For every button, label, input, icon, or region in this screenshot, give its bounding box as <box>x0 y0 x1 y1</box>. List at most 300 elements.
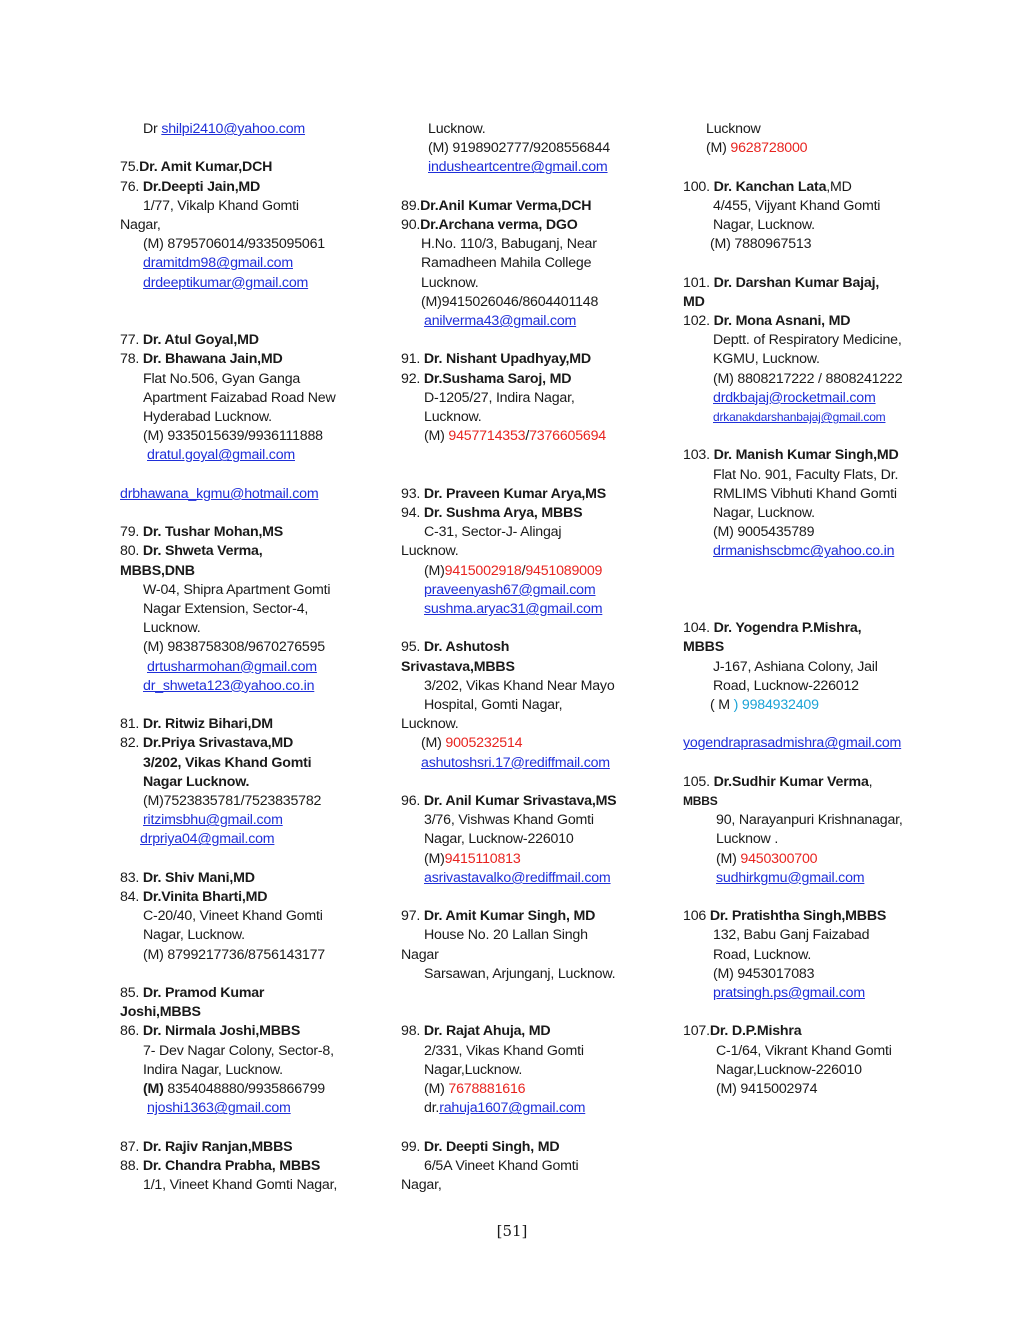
phone-number: ) 9984932409 <box>733 697 819 714</box>
entry-text: (M) 9838758308/9670276595 <box>143 639 325 656</box>
entry-line <box>683 504 953 523</box>
entry-heading-line <box>120 178 390 197</box>
entry-line <box>401 715 671 734</box>
entry-line <box>401 158 671 177</box>
entry-line <box>683 926 953 945</box>
email-link[interactable]: njoshi1363@gmail.com <box>147 1100 291 1117</box>
entry-line <box>683 408 953 427</box>
email-link[interactable]: drdeeptikumar@gmail.com <box>143 274 309 291</box>
email-link[interactable]: praveenyash67@gmail.com <box>424 581 596 598</box>
entry-line <box>683 658 953 677</box>
entry-line <box>401 542 671 561</box>
entry-text: (M) <box>424 850 445 867</box>
entry-line <box>401 869 671 888</box>
entry-text: (M) 7880967513 <box>710 236 812 253</box>
doctor-name: Dr. Sushma Arya, MBBS <box>423 505 583 522</box>
entry-text: Hospital, Gomti Nagar, <box>424 697 563 714</box>
entry-text: 6/5A Vineet Khand Gomti <box>424 1157 579 1174</box>
email-link[interactable]: drkanakdarshanbajaj@gmail.com <box>713 410 886 425</box>
entry-line <box>401 274 671 293</box>
entry-text: KGMU, Lucknow. <box>713 351 820 368</box>
entry-heading-line <box>401 658 671 677</box>
entry-line <box>120 120 390 139</box>
column-middle <box>401 120 671 1195</box>
doctor-name: Dr. Pramod Kumar <box>142 985 265 1002</box>
entry-text: Lucknow. <box>401 716 459 733</box>
entry-text: (M) 9198902777/9208556844 <box>428 140 610 157</box>
entry-text: 85. <box>120 985 143 1002</box>
spacer <box>683 427 953 446</box>
entry-heading-line <box>120 715 390 734</box>
entry-line <box>683 946 953 965</box>
phone-number: 9451089009 <box>525 562 603 579</box>
email-link[interactable]: dratul.goyal@gmail.com <box>147 447 295 464</box>
entry-text: Lucknow <box>706 121 761 137</box>
entry-text: / <box>525 428 530 445</box>
entry-line <box>401 408 671 427</box>
entry-line <box>401 1080 671 1099</box>
entry-line <box>120 1061 390 1080</box>
entry-text: 76. <box>120 178 143 195</box>
entry-line <box>120 619 390 638</box>
doctor-name: 3/202, Vikas Khand Gomti <box>143 754 312 771</box>
entry-line <box>120 1099 390 1118</box>
entry-line <box>683 869 953 888</box>
entry-line <box>683 120 953 139</box>
email-link[interactable]: sudhirkgmu@gmail.com <box>716 869 865 886</box>
entry-text: 1/77, Vikalp Khand Gomti <box>143 197 299 214</box>
doctor-name: MBBS <box>683 639 724 656</box>
entry-heading-line <box>683 1022 953 1041</box>
entry-line <box>401 1042 671 1061</box>
entry-line <box>401 254 671 273</box>
entry-heading-line <box>401 504 671 523</box>
entry-line <box>120 677 390 696</box>
entry-line <box>401 1157 671 1176</box>
doctor-name: Dr. Kanchan Lata <box>713 178 827 195</box>
phone-number: 9415110813 <box>444 850 521 867</box>
entry-line <box>401 235 671 254</box>
spacer <box>683 1003 953 1022</box>
entry-line <box>683 331 953 350</box>
entry-line <box>120 274 390 293</box>
spacer <box>401 178 671 197</box>
entry-text: Lucknow. <box>424 409 482 426</box>
entry-text: 104. <box>683 620 714 637</box>
email-link[interactable]: shilpi2410@yahoo.com <box>161 121 306 137</box>
entry-text: House No. 20 Lallan Singh <box>424 927 588 944</box>
entry-heading-line <box>683 312 953 331</box>
entry-heading-line <box>683 773 953 792</box>
entry-heading-line <box>120 562 390 581</box>
entry-heading-line <box>401 485 671 504</box>
entry-text: Nagar, <box>401 1177 442 1194</box>
spacer <box>401 773 671 792</box>
phone-number: 9457714353 <box>448 428 526 445</box>
entry-heading-line <box>120 734 390 753</box>
entry-text: 82. <box>120 735 143 752</box>
entry-line <box>120 811 390 830</box>
entry-text: 7- Dev Nagar Colony, Sector-8, <box>143 1042 334 1059</box>
entry-text: 90, Narayanpuri Krishnanagar, <box>716 812 903 829</box>
doctor-name: Dr. Rajiv Ranjan,MBBS <box>142 1138 293 1155</box>
entry-line <box>401 1061 671 1080</box>
entry-line <box>683 1061 953 1080</box>
entry-heading-line <box>683 619 953 638</box>
doctor-name: Dr.Sudhir Kumar Verma <box>713 773 869 790</box>
entry-line <box>120 446 390 465</box>
entry-text: Nagar, Lucknow. <box>143 927 245 944</box>
spacer <box>683 600 953 619</box>
entry-heading-line <box>120 984 390 1003</box>
entry-text: RMLIMS Vibhuti Khand Gomti <box>713 485 897 502</box>
entry-heading-line <box>120 1003 390 1022</box>
entry-text: Lucknow. <box>428 121 486 137</box>
email-link[interactable]: indusheartcentre@gmail.com <box>428 159 608 176</box>
spacer <box>683 715 953 734</box>
entry-line <box>401 312 671 331</box>
entry-text: 8354048880/9935866799 <box>163 1081 325 1098</box>
entry-line <box>683 542 953 561</box>
doctor-name: Dr. Amit Kumar,DCH <box>139 159 273 176</box>
entry-line <box>401 427 671 446</box>
doctor-name: Dr. Nirmala Joshi,MBBS <box>142 1023 301 1040</box>
phone-number: 9005232514 <box>445 735 523 752</box>
entry-heading-line <box>401 1138 671 1157</box>
entry-text: Apartment Faizabad Road New <box>143 389 336 406</box>
doctor-name: Dr. Atul Goyal,MD <box>142 332 259 349</box>
doctor-name: Dr.Vinita Bharti,MD <box>142 889 268 906</box>
entry-line <box>683 389 953 408</box>
entry-line <box>683 696 953 715</box>
entry-text: (M) <box>424 428 449 445</box>
spacer <box>120 293 390 331</box>
entry-text: D-1205/27, Indira Nagar, <box>424 389 575 406</box>
entry-text: (M) <box>424 1081 449 1098</box>
entry-text: 90. <box>401 217 421 233</box>
entry-text: 132, Babu Ganj Faizabad <box>713 927 870 944</box>
spacer <box>401 619 671 638</box>
entry-line <box>683 830 953 849</box>
entry-text: Lucknow . <box>716 831 779 848</box>
entry-text: 84. <box>120 889 143 906</box>
entry-text: 93. <box>401 485 424 502</box>
entry-text: 105. <box>683 773 714 790</box>
doctor-name: Dr. Chandra Prabha, MBBS <box>142 1157 321 1174</box>
entry-text: (M) <box>421 735 446 752</box>
entry-text: 2/331, Vikas Khand Gomti <box>424 1042 584 1059</box>
entry-heading-line <box>401 216 671 235</box>
spacer <box>120 139 390 158</box>
page-number: [51] <box>496 1222 528 1240</box>
doctor-name: Dr. Darshan Kumar Bajaj, <box>713 274 880 291</box>
doctor-name: Dr. Nishant Upadhyay,MD <box>423 351 591 368</box>
entry-text: H.No. 110/3, Babuganj, Near <box>421 236 597 253</box>
entry-heading-line <box>683 446 953 465</box>
entry-line <box>401 293 671 312</box>
spacer <box>683 562 953 600</box>
entry-text: Flat No.506, Gyan Ganga <box>143 370 301 387</box>
entry-text: Indira Nagar, Lucknow. <box>143 1061 283 1078</box>
email-link[interactable]: drdkbajaj@rocketmail.com <box>713 389 876 406</box>
entry-text: 99. <box>401 1138 424 1155</box>
doctor-name: Dr. Manish Kumar Singh,MD <box>713 447 899 464</box>
email-link[interactable]: ashutoshsri.17@rediffmail.com <box>421 754 610 771</box>
spacer <box>401 331 671 350</box>
entry-text: Nagar, Lucknow. <box>713 505 815 522</box>
email-link[interactable]: drmanishscbmc@yahoo.co.in <box>713 543 895 560</box>
phone-number: 9450300700 <box>740 850 818 867</box>
entry-line <box>401 734 671 753</box>
entry-line <box>401 1099 671 1118</box>
entry-text: Road, Lucknow. <box>713 946 812 963</box>
entry-text: 103. <box>683 447 714 464</box>
entry-line <box>120 926 390 945</box>
email-link[interactable]: sushma.aryac31@gmail.com <box>424 601 603 618</box>
entry-heading-line <box>401 370 671 389</box>
email-link[interactable]: dramitdm98@gmail.com <box>143 255 293 272</box>
doctor-name: Dr. Tushar Mohan,MS <box>142 524 284 541</box>
entry-text: (M) 8795706014/9335095061 <box>143 236 325 253</box>
entry-text: Road, Lucknow-226012 <box>713 677 859 694</box>
entry-text: (M) 9005435789 <box>713 524 815 541</box>
entry-line <box>120 408 390 427</box>
entry-heading-line <box>120 888 390 907</box>
spacer <box>120 696 390 715</box>
entry-text: 98. <box>401 1023 424 1040</box>
spacer <box>120 466 390 485</box>
entry-text: 87. <box>120 1138 143 1155</box>
email-link[interactable]: ritzimsbhu@gmail.com <box>143 812 283 829</box>
entry-line <box>401 696 671 715</box>
phone-number: 9415002918 <box>444 562 522 579</box>
entry-text: 89. <box>401 197 421 214</box>
entry-text: Nagar,Lucknow. <box>424 1061 523 1078</box>
entry-line <box>683 523 953 542</box>
entry-line <box>401 754 671 773</box>
entry-text: Nagar, Lucknow-226010 <box>424 831 574 848</box>
doctor-name: Dr.Archana verma, DGO <box>420 217 578 233</box>
entry-line <box>401 926 671 945</box>
entry-text: Lucknow. <box>401 543 459 560</box>
entry-heading-line <box>683 178 953 197</box>
spacer <box>683 254 953 273</box>
entry-heading-line <box>401 907 671 926</box>
entry-line <box>401 1176 671 1195</box>
entry-line <box>120 197 390 216</box>
entry-text: Lucknow. <box>143 620 201 637</box>
entry-line <box>683 216 953 235</box>
email-link[interactable]: yogendraprasadmishra@gmail.com <box>683 735 902 752</box>
entry-text: 81. <box>120 716 143 733</box>
entry-line <box>120 658 390 677</box>
column-left <box>120 120 390 1195</box>
spacer <box>401 446 671 484</box>
entry-line <box>401 562 671 581</box>
entry-text: (M) <box>716 850 741 867</box>
spacer <box>683 158 953 177</box>
spacer <box>120 965 390 984</box>
entry-heading-line <box>401 792 671 811</box>
entry-text: (M)7523835781/7523835782 <box>143 793 322 810</box>
entry-line <box>120 370 390 389</box>
entry-line <box>401 830 671 849</box>
email-link[interactable]: pratsingh.ps@gmail.com <box>713 985 865 1002</box>
entry-line <box>683 984 953 1003</box>
entry-line <box>120 581 390 600</box>
email-link[interactable]: anilverma43@gmail.com <box>424 313 577 330</box>
entry-heading-line <box>683 293 953 312</box>
entry-heading-line <box>120 869 390 888</box>
entry-line <box>120 389 390 408</box>
entry-text: Lucknow. <box>421 274 479 291</box>
entry-heading-line <box>120 158 390 177</box>
doctor-name: MBBS <box>683 794 718 808</box>
doctor-name: Dr. Anil Kumar Srivastava,MS <box>423 793 617 810</box>
entry-line <box>120 235 390 254</box>
email-link[interactable]: asrivastavalko@rediffmail.com <box>424 869 611 886</box>
entry-line <box>401 581 671 600</box>
entry-heading-line <box>120 350 390 369</box>
spacer <box>683 888 953 907</box>
entry-line <box>401 811 671 830</box>
doctor-name: (M) <box>143 1081 164 1098</box>
entry-line <box>120 1042 390 1061</box>
entry-text: 102. <box>683 313 714 329</box>
entry-heading-line <box>120 1080 390 1099</box>
entry-line <box>120 907 390 926</box>
spacer <box>120 504 390 523</box>
entry-heading-line <box>401 350 671 369</box>
entry-heading-line <box>683 638 953 657</box>
doctor-name: Dr. Yogendra P.Mishra, <box>713 620 862 637</box>
doctor-name: Dr. Mona Asnani, MD <box>713 313 851 329</box>
entry-heading-line <box>401 197 671 216</box>
entry-line <box>683 350 953 369</box>
doctor-name: Dr. Ashutosh <box>423 639 510 656</box>
spacer <box>683 754 953 773</box>
email-link[interactable]: drpriya04@gmail.com <box>140 831 275 848</box>
entry-line <box>401 946 671 965</box>
entry-heading-line <box>120 1157 390 1176</box>
entry-text: 88. <box>120 1157 143 1174</box>
spacer <box>401 1118 671 1137</box>
entry-heading-line <box>683 792 953 811</box>
entry-line <box>120 792 390 811</box>
spacer <box>401 984 671 1022</box>
doctor-name: Dr. Pratishtha Singh,MBBS <box>709 908 887 925</box>
entry-text: 3/76, Vishwas Khand Gomti <box>424 812 594 829</box>
entry-line <box>401 677 671 696</box>
entry-line <box>120 254 390 273</box>
entry-text: Nagar,Lucknow-226010 <box>716 1061 862 1078</box>
entry-heading-line <box>683 907 953 926</box>
doctor-name: Dr. Bhawana Jain,MD <box>142 351 283 368</box>
spacer <box>401 888 671 907</box>
entry-text: Hyderabad Lucknow. <box>143 409 272 426</box>
doctor-name: Dr.Priya Srivastava,MD <box>142 735 294 752</box>
doctor-name: Dr.Sushama Saroj, MD <box>423 370 572 387</box>
phone-number: 9628728000 <box>730 140 808 157</box>
doctor-name: Dr. Shweta Verma, <box>142 543 263 560</box>
entry-text: , <box>868 773 873 790</box>
entry-heading-line <box>120 542 390 561</box>
entry-line <box>401 850 671 869</box>
entry-text: ,MD <box>826 178 852 195</box>
entry-text: 75. <box>120 159 140 176</box>
entry-heading-line <box>401 1022 671 1041</box>
entry-text: 77. <box>120 332 143 349</box>
doctor-name: MBBS,DNB <box>120 562 195 579</box>
doctor-name: Dr. Amit Kumar Singh, MD <box>423 908 596 925</box>
entry-line <box>401 600 671 619</box>
email-link[interactable]: drtusharmohan@gmail.com <box>147 658 317 675</box>
entry-text: 97. <box>401 908 424 925</box>
entry-heading-line <box>401 638 671 657</box>
entry-text: 94. <box>401 505 424 522</box>
spacer <box>120 1118 390 1137</box>
entry-line <box>683 677 953 696</box>
doctor-name: Dr.Deepti Jain,MD <box>142 178 261 195</box>
entry-line <box>683 466 953 485</box>
entry-text: 91. <box>401 351 424 368</box>
entry-text: 100. <box>683 178 714 195</box>
entry-text: (M)9415026046/8604401148 <box>421 293 599 310</box>
entry-text: (M) 8808217222 / 8808241222 <box>713 370 903 387</box>
entry-text: 80. <box>120 543 143 560</box>
email-link[interactable]: drbhawana_kgmu@hotmail.com <box>120 485 319 502</box>
entry-text: 86. <box>120 1023 143 1040</box>
doctor-name: Dr. Deepti Singh, MD <box>423 1138 560 1155</box>
entry-line <box>683 1080 953 1099</box>
email-link[interactable]: dr_shweta123@yahoo.co.in <box>143 677 315 694</box>
entry-text: Flat No. 901, Faculty Flats, Dr. <box>713 466 899 483</box>
entry-text: 101. <box>683 274 714 291</box>
entry-line <box>120 600 390 619</box>
doctor-name: Dr. Praveen Kumar Arya,MS <box>423 485 607 502</box>
entry-heading-line <box>120 1022 390 1041</box>
entry-text: 95. <box>401 639 424 656</box>
entry-text: C-1/64, Vikrant Khand Gomti <box>716 1042 892 1059</box>
spacer <box>120 850 390 869</box>
entry-line <box>683 734 953 753</box>
entry-line <box>120 830 390 849</box>
entry-text: Sarsawan, Arjunganj, Lucknow. <box>424 965 616 982</box>
entry-text: Dr <box>143 121 162 137</box>
entry-text: Nagar Extension, Sector-4, <box>143 601 309 618</box>
entry-line <box>120 427 390 446</box>
entry-line <box>401 120 671 139</box>
entry-line <box>683 139 953 158</box>
entry-line <box>401 523 671 542</box>
entry-text: (M) 8799217736/8756143177 <box>143 946 325 963</box>
entry-text: 1/1, Vineet Khand Gomti Nagar, <box>143 1177 338 1194</box>
entry-text: 83. <box>120 869 143 886</box>
entry-text: 107. <box>683 1023 710 1040</box>
entry-text: C-31, Sector-J- Alingaj <box>424 524 562 541</box>
email-link[interactable]: rahuja1607@gmail.com <box>439 1100 586 1117</box>
entry-line <box>683 965 953 984</box>
entry-text: 96. <box>401 793 424 810</box>
entry-text: C-20/40, Vineet Khand Gomti <box>143 908 323 925</box>
doctor-name: Dr.Anil Kumar Verma,DCH <box>420 197 592 214</box>
entry-text: 92. <box>401 370 424 387</box>
entry-text: (M) 9335015639/9936111888 <box>143 428 323 445</box>
doctor-name: Dr. Rajat Ahuja, MD <box>423 1023 551 1040</box>
entry-text: Ramadheen Mahila College <box>421 255 592 272</box>
entry-text: Nagar, Lucknow. <box>713 217 815 233</box>
doctor-name: Dr. D.P.Mishra <box>709 1023 802 1040</box>
